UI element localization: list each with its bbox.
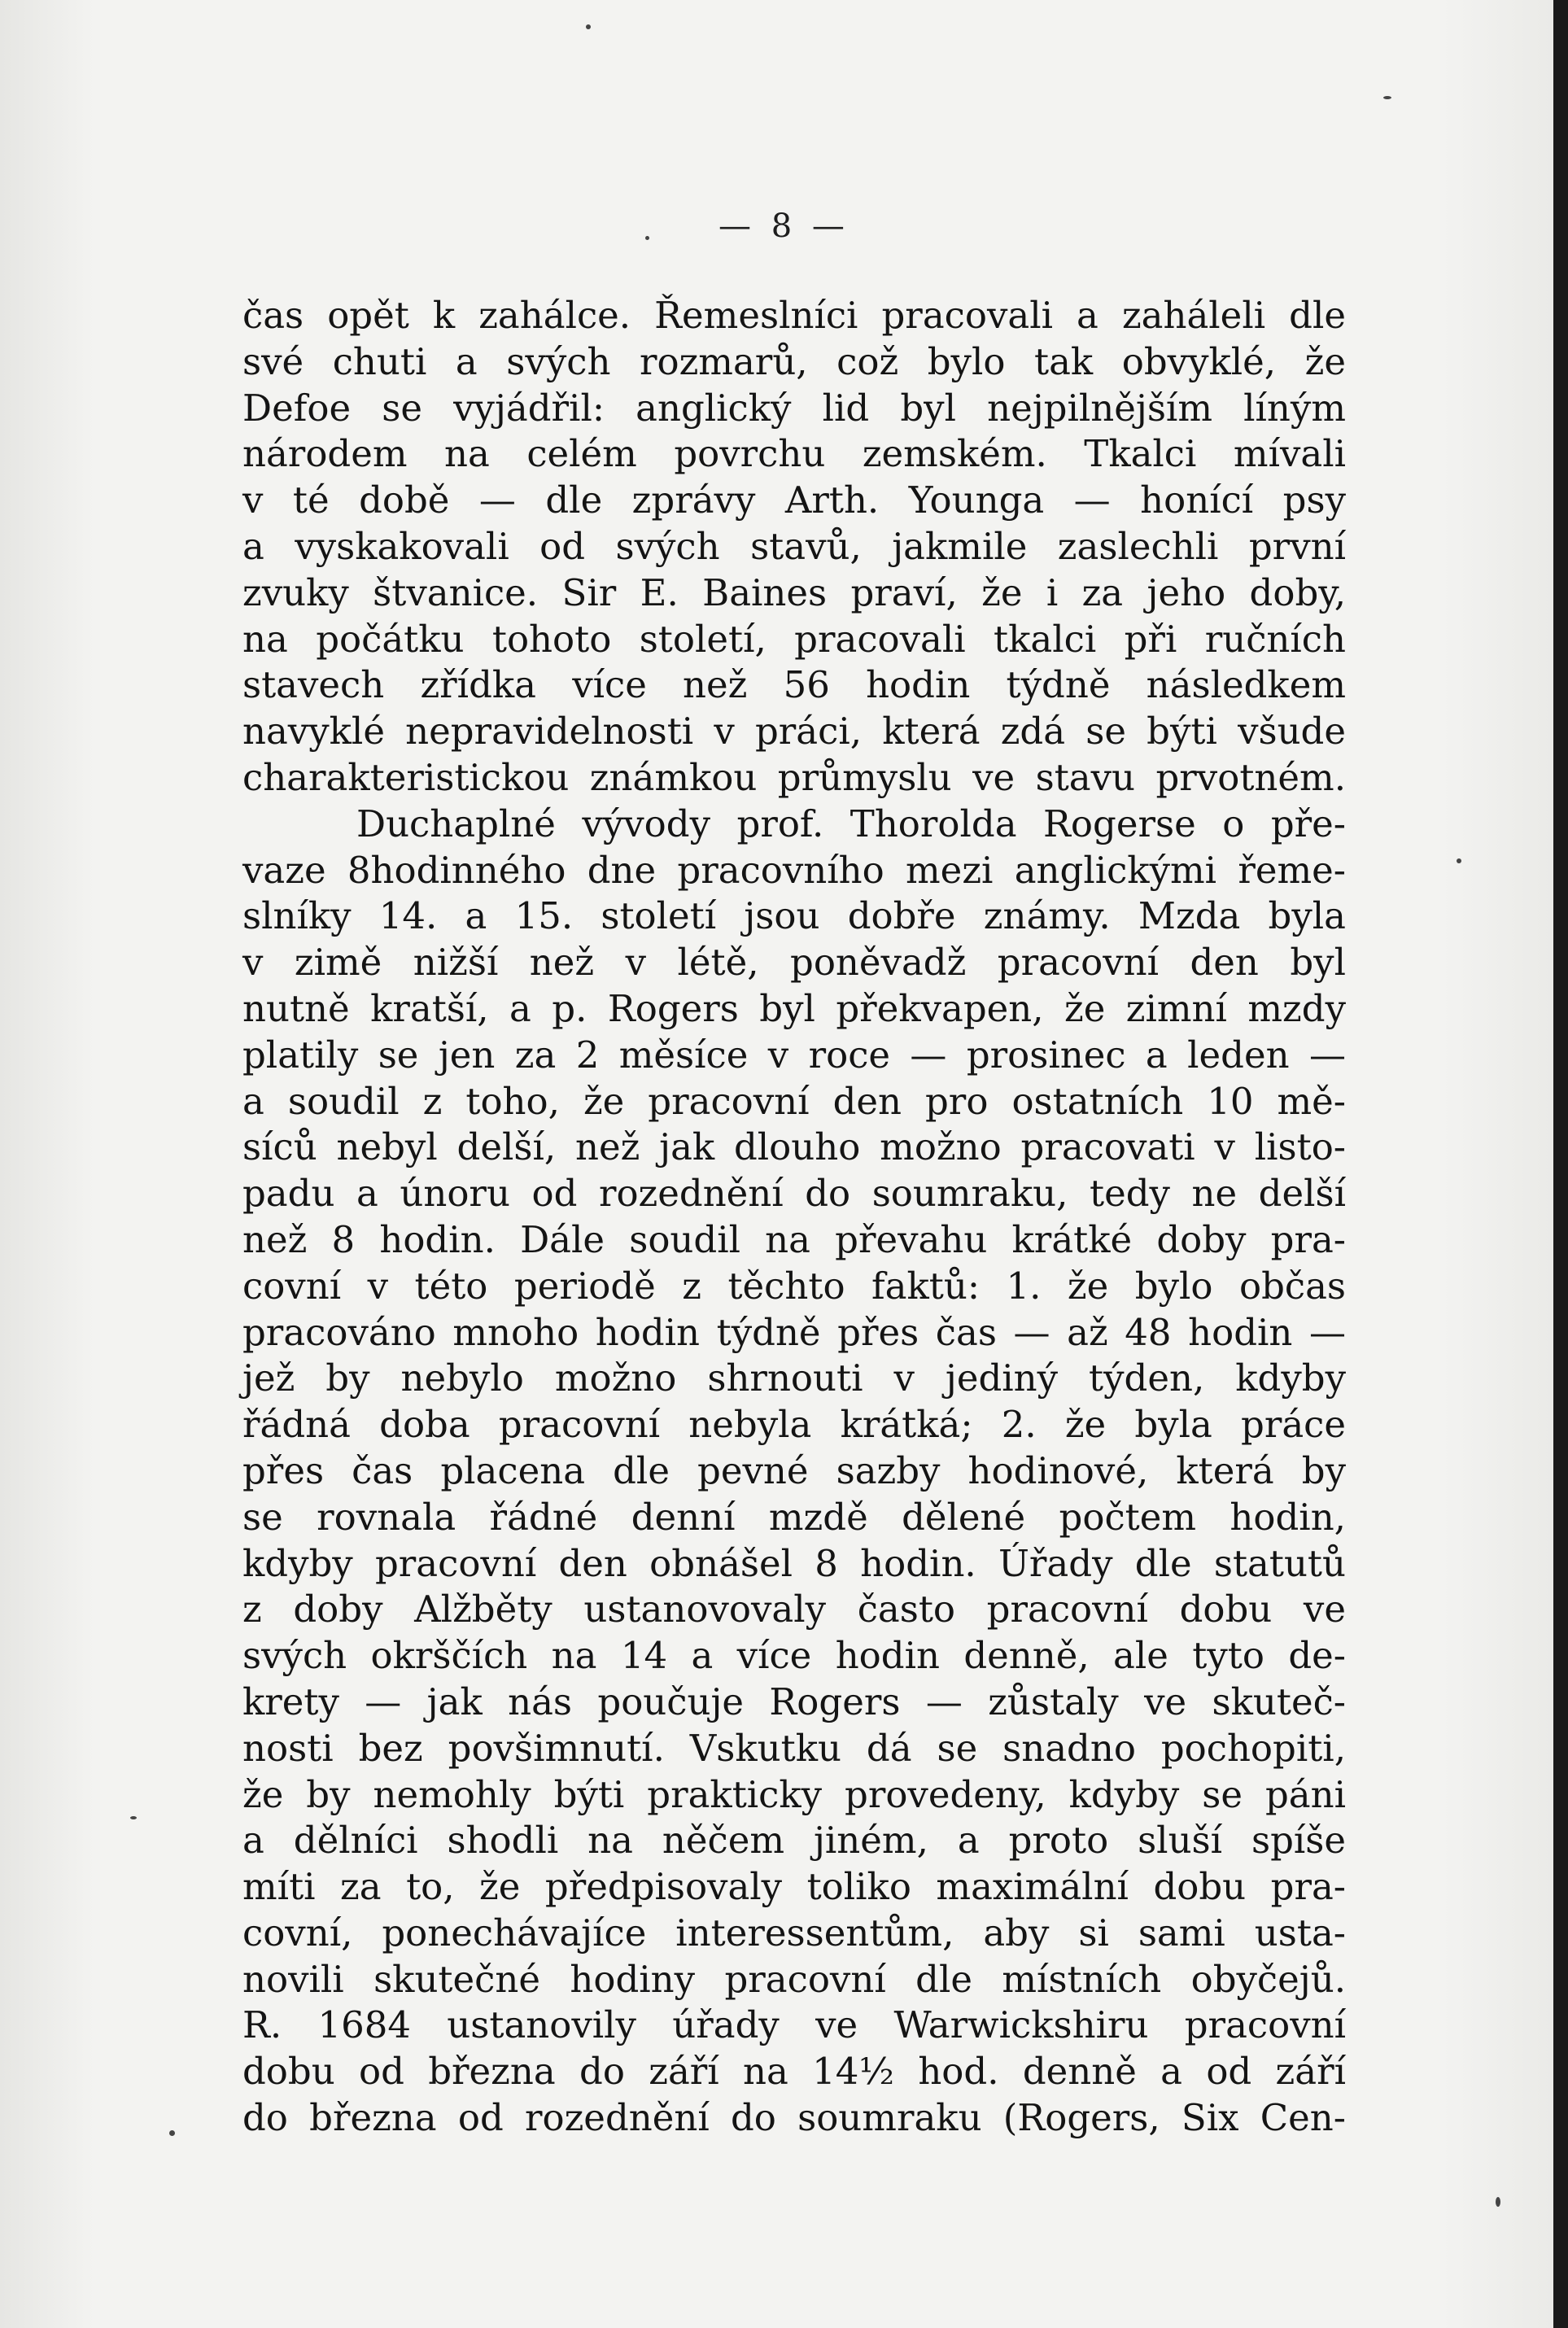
text-line: síců nebyl delší, než jak dlouho možno pracovati v listo-	[242, 1125, 1346, 1169]
text-line: kdyby pracovní den obnášel 8 hodin. Úřady dle statutů	[242, 1541, 1346, 1585]
scan-speck	[586, 24, 591, 29]
text-line: národem na celém povrchu zemském. Tkalci mívali	[242, 432, 1346, 476]
text-line: R. 1684 ustanovily úřady ve Warwickshiru pracovní	[242, 2003, 1346, 2047]
text-line: se rovnala řádné denní mzdě dělené počtem hodin,	[242, 1495, 1346, 1539]
scan-speck	[1383, 96, 1391, 99]
text-line: charakteristickou známkou průmyslu ve stavu prvotném.	[242, 755, 1346, 799]
text-line: stavech zřídka více než 56 hodin týdně následkem	[242, 663, 1346, 707]
text-line: než 8 hodin. Dále soudil na převahu krátké doby pra-	[242, 1217, 1346, 1261]
text-line: v zimě nižší než v létě, poněvadž pracovní den byl	[242, 941, 1346, 985]
text-line: své chuti a svých rozmarů, což bylo tak obvyklé, že	[242, 339, 1346, 383]
text-line: krety — jak nás poučuje Rogers — zůstaly ve skuteč-	[242, 1679, 1346, 1723]
text-line: padu a únoru od rozednění do soumraku, tedy ne delší	[242, 1172, 1346, 1216]
text-line: platily se jen za 2 měsíce v roce — prosinec a leden —	[242, 1033, 1346, 1077]
text-line: navyklé nepravidelnosti v práci, která zdá se býti všude	[242, 710, 1346, 753]
text-line: a vyskakovali od svých stavů, jakmile zaslechli první	[242, 524, 1346, 568]
text-line: do března od rozednění do soumraku (Rogers, Six Cen-	[242, 2096, 1346, 2140]
body-text	[242, 293, 1346, 2142]
text-line: covní v této periodě z těchto faktů: 1. že bylo občas	[242, 1264, 1346, 1308]
text-line: Defoe se vyjádřil: anglický lid byl nejpilnějším líným	[242, 386, 1346, 430]
scan-speck	[130, 1816, 137, 1819]
text-line: zvuky štvanice. Sir E. Baines praví, že i za jeho doby,	[242, 570, 1346, 614]
text-line: přes čas placena dle pevné sazby hodinové, která by	[242, 1448, 1346, 1492]
scan-speck	[1457, 858, 1461, 863]
text-line: z doby Alžběty ustanovovaly často pracovní dobu ve	[242, 1588, 1346, 1631]
text-line: svých okrščích na 14 a více hodin denně, ale tyto de-	[242, 1634, 1346, 1678]
text-line: a dělníci shodli na něčem jiném, a proto sluší spíše	[242, 1819, 1346, 1863]
text-line: dobu od března do září na 14½ hod. denně a od září	[242, 2050, 1346, 2094]
scan-speck	[1496, 2197, 1500, 2207]
text-line: na počátku tohoto století, pracovali tkalci při ručních	[242, 617, 1346, 661]
text-line: slníky 14. a 15. století jsou dobře známy. Mzda byla	[242, 894, 1346, 938]
text-line: že by nemohly býti prakticky provedeny, kdyby se páni	[242, 1772, 1346, 1816]
text-line: pracováno mnoho hodin týdně přes čas — až 48 hodin —	[242, 1310, 1346, 1354]
text-line: vaze 8hodinného dne pracovního mezi anglickými řeme-	[242, 848, 1346, 892]
text-line: nutně kratší, a p. Rogers byl překvapen, že zimní mzdy	[242, 986, 1346, 1030]
text-line: v té době — dle zprávy Arth. Younga — honící psy	[242, 478, 1346, 522]
text-line: covní, ponechávajíce interessentům, aby si sami usta-	[242, 1911, 1346, 1955]
text-line: míti za to, že předpisovaly toliko maximální dobu pra-	[242, 1865, 1346, 1909]
text-line: Duchaplné vývody prof. Thorolda Rogerse o pře-	[356, 801, 1346, 845]
page-number: — 8 —	[718, 207, 850, 245]
text-line: jež by nebylo možno shrnouti v jediný týden, kdyby	[242, 1356, 1346, 1400]
text-line: čas opět k zahálce. Řemeslníci pracovali a zaháleli dle	[242, 294, 1346, 337]
text-line: řádná doba pracovní nebyla krátká; 2. že byla práce	[242, 1403, 1346, 1447]
page-edge-shadow	[1553, 0, 1568, 2328]
text-line: novili skutečné hodiny pracovní dle místních obyčejů.	[242, 1957, 1346, 2001]
text-line: nosti bez povšimnutí. Vskutku dá se snadno pochopiti,	[242, 1726, 1346, 1770]
text-line: a soudil z toho, že pracovní den pro ostatních 10 mě-	[242, 1079, 1346, 1123]
scan-speck	[169, 2130, 175, 2136]
